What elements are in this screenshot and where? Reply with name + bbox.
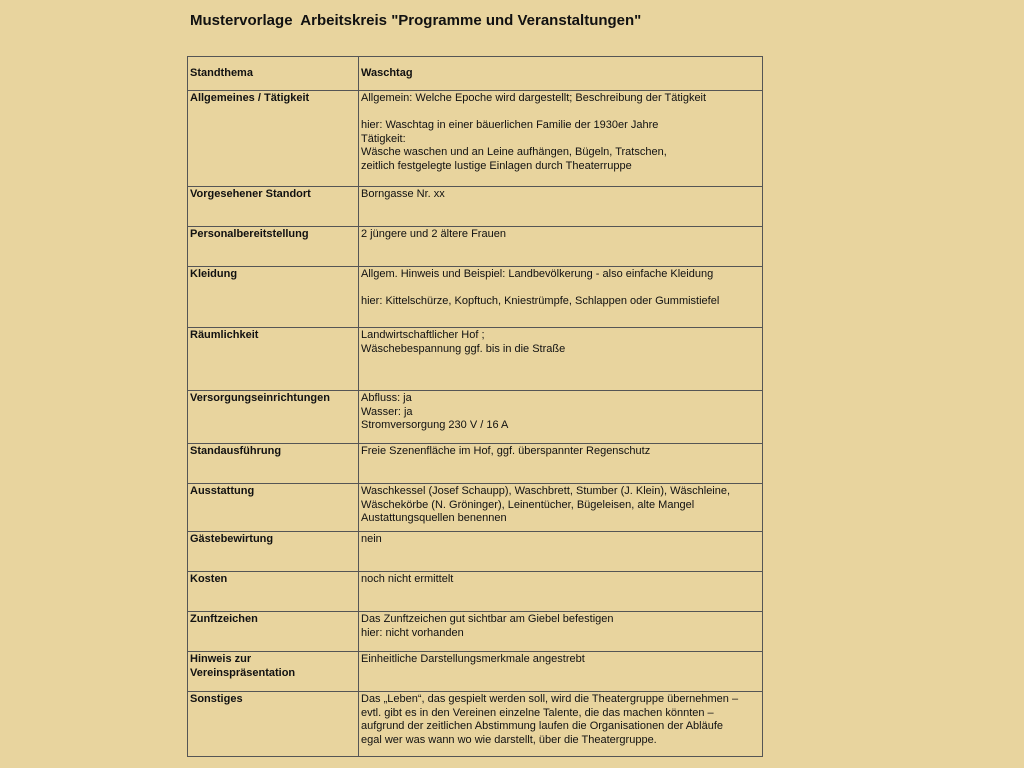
row-value: Borngasse Nr. xx <box>359 187 763 227</box>
row-label: Sonstiges <box>188 692 359 757</box>
row-value: 2 jüngere und 2 ältere Frauen <box>359 227 763 267</box>
table-row <box>188 652 763 692</box>
row-label: Standausführung <box>188 444 359 484</box>
row-value: Das Zunftzeichen gut sichtbar am Giebel befestigen hier: nicht vorhanden <box>359 612 763 652</box>
row-label: Kleidung <box>188 267 359 328</box>
row-label: Personalbereitstellung <box>188 227 359 267</box>
table-row <box>188 267 763 328</box>
table-row <box>188 91 763 187</box>
table-row <box>188 572 763 612</box>
table-row <box>188 612 763 652</box>
row-value: noch nicht ermittelt <box>359 572 763 612</box>
table-row <box>188 57 763 91</box>
row-value: Allgem. Hinweis und Beispiel: Landbevölkerung - also einfache Kleidung hier: Kittelschürze, Kopftuch, Kniestrümpfe, Schlappen oder Gummistiefel <box>359 267 763 328</box>
row-label: Ausstattung <box>188 484 359 532</box>
table-row <box>188 227 763 267</box>
table-row <box>188 391 763 444</box>
row-value: Landwirtschaftlicher Hof ; Wäschebespannung ggf. bis in die Straße <box>359 328 763 391</box>
row-value: Einheitliche Darstellungsmerkmale angestrebt <box>359 652 763 692</box>
document-title: Mustervorlage Arbeitskreis "Programme und Veranstaltungen" <box>190 12 642 29</box>
row-label: Gästebewirtung <box>188 532 359 572</box>
row-label: Standthema <box>188 57 359 91</box>
table-row <box>188 444 763 484</box>
row-label: Räumlichkeit <box>188 328 359 391</box>
row-value: Allgemein: Welche Epoche wird dargestellt; Beschreibung der Tätigkeit hier: Waschtag in einer bäuerlichen Familie der 1930er Jahre Tätigkeit: Wäsche waschen und an Leine aufhängen, Bügeln, Tratschen, zeitlich festgelegte lustige Einlagen durch Theaterruppe <box>359 91 763 187</box>
table-row <box>188 484 763 532</box>
row-label: Versorgungseinrichtungen <box>188 391 359 444</box>
stand-form-table <box>187 56 763 757</box>
row-label: Kosten <box>188 572 359 612</box>
row-value: Das „Leben“, das gespielt werden soll, wird die Theatergruppe übernehmen – evtl. gibt es in den Vereinen einzelne Talente, die das machen könnten – aufgrund der zeitlichen Abstimmung laufen die Organisationen der Abläufe egal wer was wann wo wie darstellt, über die Theatergruppe. <box>359 692 763 757</box>
row-value: Waschkessel (Josef Schaupp), Waschbrett, Stumber (J. Klein), Wäschleine, Wäschekörbe (N. Gröninger), Leinentücher, Bügeleisen, alte Mangel Austattungsquellen benennen <box>359 484 763 532</box>
row-label: Zunftzeichen <box>188 612 359 652</box>
row-value: Waschtag <box>359 57 763 91</box>
row-label: Allgemeines / Tätigkeit <box>188 91 359 187</box>
row-value: nein <box>359 532 763 572</box>
table-row <box>188 532 763 572</box>
table-row <box>188 692 763 757</box>
row-value: Abfluss: ja Wasser: ja Stromversorgung 230 V / 16 A <box>359 391 763 444</box>
table-row <box>188 187 763 227</box>
row-label: Hinweis zur Vereinspräsentation <box>188 652 359 692</box>
table-row <box>188 328 763 391</box>
row-value: Freie Szenenfläche im Hof, ggf. überspannter Regenschutz <box>359 444 763 484</box>
row-label: Vorgesehener Standort <box>188 187 359 227</box>
